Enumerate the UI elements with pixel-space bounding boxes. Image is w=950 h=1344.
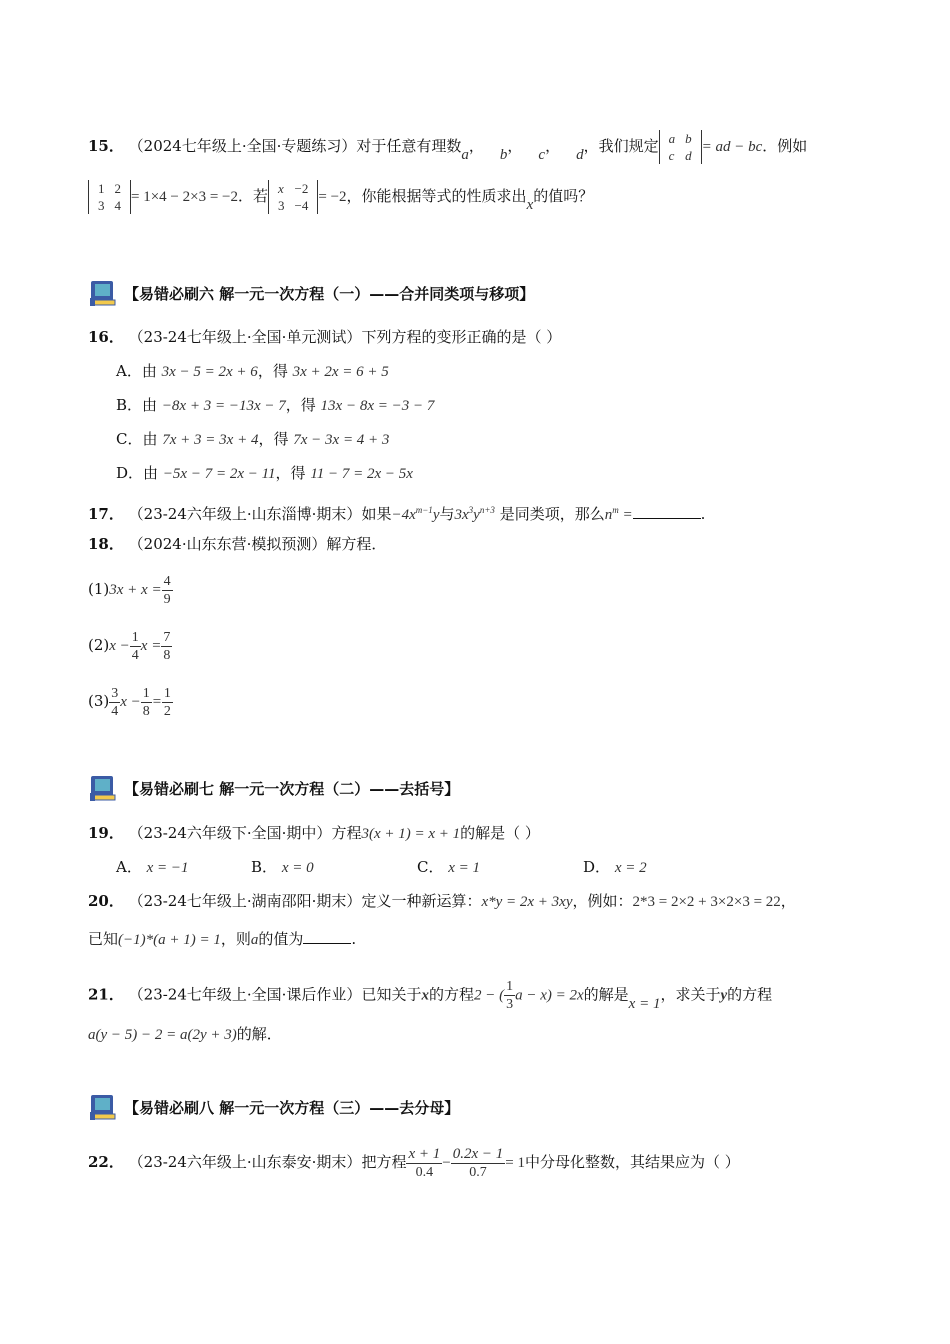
question-text: 解方程． — [326, 535, 387, 553]
question-number: 22． — [88, 1153, 124, 1171]
question-text: ，你能根据等式的性质求出 — [346, 187, 527, 205]
question-text: 下列方程的变形正确的是（ ） — [361, 328, 562, 346]
question-number: 18． — [88, 535, 124, 553]
option-a: A． x = −1 — [116, 858, 189, 876]
question-15-line2 — [88, 180, 593, 214]
question-17: 17． （23-24六年级上·山东淄博·期末）如果$-4x^{m-1}y$与$3x^3y^{n+3}$ 是同类项，那么$n^m$ = . — [88, 505, 706, 523]
equation-2: (2)x − $\frac{1}{4}$ x = $\frac{7}{8}$ — [88, 629, 171, 663]
question-text: 与 — [439, 505, 455, 523]
book-icon — [88, 278, 120, 308]
var-x: x — [421, 987, 429, 1004]
question-number: 16． — [88, 328, 124, 346]
section-title: 【易错必刷七 解一元一次方程（二）——去括号】 — [124, 779, 460, 798]
condition: (−1)*(a + 1) = 1 — [118, 932, 221, 948]
option-b: B． x = 0 — [251, 858, 314, 876]
var-a: a — [461, 147, 469, 163]
term-1: $-4x^{m-1}y$ — [391, 505, 440, 523]
section-header-8 — [88, 1092, 459, 1122]
question-number: 20． — [88, 892, 124, 910]
question-source: （23-24六年级上·山东淄博·期末） — [128, 505, 362, 523]
section-title: 【易错必刷六 解一元一次方程（一）——合并同类项与移项】 — [124, 284, 535, 303]
definition-rhs: = ad − bc — [701, 139, 763, 155]
equation: 3(x + 1) = x + 1 — [361, 826, 461, 842]
option-b: B．由 −8x + 3 = −13x − 7，得 13x − 8x = −3 − 7 — [116, 396, 435, 414]
equation-3: (3) $\frac{3}{4}$ x − $\frac{1}{8}$ = $\frac{1}{2}$ — [88, 685, 171, 719]
operation-definition: x*y = 2x + 3xy — [481, 894, 573, 910]
question-text: 定义一种新运算： — [361, 892, 482, 910]
book-icon — [88, 1092, 120, 1122]
question-text: 是同类项，那么 — [499, 505, 605, 523]
section-header-7 — [88, 773, 459, 803]
term-2: $3x^3y^{n+3}$ — [454, 505, 495, 523]
question-text: 已知关于 — [361, 985, 422, 1004]
question-16 — [88, 327, 561, 347]
book-icon — [88, 773, 120, 803]
question-source: （2024七年级上·全国·专题练习） — [128, 137, 357, 155]
question-text: 方程 — [331, 824, 362, 842]
option-c: C． x = 1 — [417, 858, 481, 876]
section-title: 【易错必刷八 解一元一次方程（三）——去分母】 — [124, 1098, 460, 1117]
var-y: y — [720, 987, 728, 1004]
question-text: 的解是 — [583, 985, 629, 1004]
question-21-line2 — [88, 1024, 282, 1045]
answer-blank[interactable] — [303, 943, 351, 944]
determinant-example: 1 2 3 4 — [88, 180, 131, 214]
question-21: 21． （23-24七年级上·全国·课后作业）已知关于x的方程2 − ( $\frac{1}{3}$ a − x) = 2x的解是x = 1，求关于y的方程 — [88, 979, 773, 1012]
question-text: 的方程 — [727, 985, 773, 1004]
question-text: 已知 — [88, 930, 119, 948]
var-b: b — [499, 147, 508, 163]
question-text: ，我们规定 — [583, 137, 659, 155]
question-number: 21． — [88, 985, 124, 1004]
fraction-2: $\frac{0.2x - 1}{0.7}$ — [452, 1145, 504, 1180]
question-source: （23-24七年级上·全国·课后作业） — [128, 985, 362, 1004]
section-header-6 — [88, 278, 534, 308]
question-text: 对于任意有理数 — [356, 137, 462, 155]
question-number: 17． — [88, 505, 124, 523]
determinant-condition: x −2 3 −4 — [268, 180, 318, 214]
question-19 — [88, 823, 540, 844]
question-source: （23-24七年级上·湖南邵阳·期末） — [128, 892, 362, 910]
var-d: d — [576, 147, 584, 163]
question-source: （23-24七年级上·全国·单元测试） — [128, 328, 362, 346]
example-rhs: = 1×4 − 2×3 = −2 — [131, 189, 239, 205]
var-c: c — [538, 147, 546, 163]
equation: a(y − 5) − 2 = a(2y + 3) — [88, 1027, 237, 1043]
option-c: C．由 7x + 3 = 3x + 4，得 7x − 3x = 4 + 3 — [116, 430, 390, 448]
solution: x = 1 — [628, 995, 661, 1012]
question-text: 中分母化整数，其结果应为（ ） — [524, 1153, 740, 1171]
var-a: a — [250, 932, 259, 948]
option-d: D．由 −5x − 7 = 2x − 11，得 11 − 7 = 2x − 5x — [116, 464, 413, 482]
option-a: A．由 3x − 5 = 2x + 6，得 3x + 2x = 6 + 5 — [116, 362, 389, 380]
answer-blank[interactable] — [633, 518, 701, 519]
question-number: 19． — [88, 824, 124, 842]
operation-example: 2*3 = 2×2 + 3×2×3 = 22 — [632, 894, 781, 910]
question-source: （23-24六年级下·全国·期中） — [128, 824, 332, 842]
question-15: 15． （2024七年级上·全国·专题练习）对于任意有理数a， b， c， d，我们规定 a b c d = ad − bc．例如 — [88, 131, 808, 163]
option-d: D． x = 2 — [583, 858, 647, 876]
question-text: 的方程 — [428, 985, 474, 1004]
equation-1: (1)3x + x = $\frac{4}{9}$ — [88, 573, 171, 607]
question-text: ．若 — [238, 187, 269, 205]
question-source: （2024·山东东营·模拟预测） — [128, 535, 327, 553]
n-power-m: $n^m$ = — [604, 505, 633, 523]
question-source: （23-24六年级上·山东泰安·期末） — [128, 1153, 362, 1171]
determinant-definition: a b c d — [659, 130, 702, 164]
question-text: ，例如： — [572, 892, 633, 910]
question-text: ，则 — [220, 930, 251, 948]
question-text: ．例如 — [762, 137, 808, 155]
question-text: 把方程 — [361, 1153, 407, 1171]
question-20-line2: 已知(−1)*(a + 1) = 1，则a的值为 . — [88, 930, 357, 948]
question-18 — [88, 534, 386, 554]
question-text: 如果 — [361, 505, 392, 523]
question-text: 的值吗？ — [533, 187, 594, 205]
fraction-1: $\frac{x + 1}{0.4}$ — [408, 1145, 441, 1180]
question-text: ，求关于 — [660, 985, 721, 1004]
question-text: 的解． — [236, 1025, 282, 1043]
question-22: 22． （23-24六年级上·山东泰安·期末）把方程 $\frac{x + 1}{0.4}$ − $\frac{0.2x - 1}{0.7}$ = 1中分母化整数，其结果应为（ ） — [88, 1145, 740, 1180]
question-text: 的值为 — [258, 930, 304, 948]
question-text: 的解是（ ） — [460, 824, 540, 842]
var-x: x — [526, 197, 534, 213]
condition-rhs: = −2 — [318, 189, 347, 205]
question-20: 20． （23-24七年级上·湖南邵阳·期末）定义一种新运算：x*y = 2x + 3xy，例如：2*3 = 2×2 + 3×2×3 = 22， — [88, 892, 796, 910]
question-number: 15． — [88, 137, 124, 155]
